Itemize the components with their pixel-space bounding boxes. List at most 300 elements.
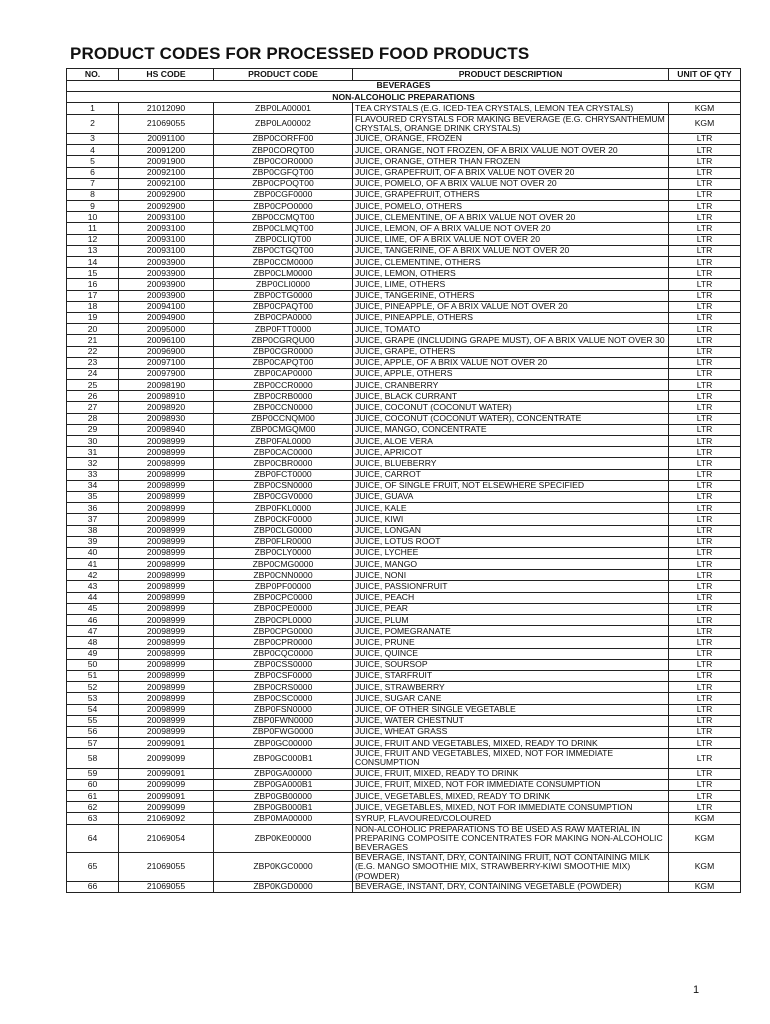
col-header-no: NO. (67, 69, 119, 81)
cell-no: 18 (67, 301, 119, 312)
cell-unit: LTR (669, 424, 741, 435)
cell-description: JUICE, PINEAPPLE, OF A BRIX VALUE NOT OVER 20 (353, 301, 669, 312)
cell-product-code: ZBP0CAP0000 (214, 368, 353, 379)
table-row (67, 480, 741, 491)
cell-hs-code: 20098999 (119, 570, 214, 581)
cell-description: JUICE, POMEGRANATE (353, 626, 669, 637)
cell-unit: LTR (669, 290, 741, 301)
cell-no: 12 (67, 234, 119, 245)
cell-hs-code: 20098940 (119, 424, 214, 435)
table-row (67, 145, 741, 156)
cell-hs-code: 20096900 (119, 346, 214, 357)
cell-unit: LTR (669, 145, 741, 156)
cell-no: 41 (67, 559, 119, 570)
cell-product-code: ZBP0CORFF00 (214, 133, 353, 144)
cell-no: 65 (67, 853, 119, 882)
cell-description: JUICE, PASSIONFRUIT (353, 581, 669, 592)
table-row (67, 648, 741, 659)
cell-unit: LTR (669, 335, 741, 346)
table-row (67, 779, 741, 790)
cell-no: 64 (67, 824, 119, 853)
cell-no: 55 (67, 715, 119, 726)
table-row (67, 312, 741, 323)
cell-description: JUICE, APRICOT (353, 447, 669, 458)
table-row (67, 503, 741, 514)
table-row (67, 447, 741, 458)
table-row (67, 824, 741, 853)
table-row (67, 525, 741, 536)
cell-product-code: ZBP0LA00002 (214, 114, 353, 133)
cell-no: 16 (67, 279, 119, 290)
cell-product-code: ZBP0GA00000 (214, 768, 353, 779)
cell-hs-code: 20099091 (119, 768, 214, 779)
cell-product-code: ZBP0CBR0000 (214, 458, 353, 469)
cell-hs-code: 20098999 (119, 559, 214, 570)
cell-unit: LTR (669, 212, 741, 223)
cell-description: JUICE, CLEMENTINE, OF A BRIX VALUE NOT OVER 20 (353, 212, 669, 223)
cell-unit: LTR (669, 693, 741, 704)
cell-description: JUICE, MANGO, CONCENTRATE (353, 424, 669, 435)
table-row (67, 715, 741, 726)
table-row (67, 458, 741, 469)
cell-hs-code: 20091200 (119, 145, 214, 156)
cell-no: 8 (67, 189, 119, 200)
cell-unit: LTR (669, 559, 741, 570)
cell-no: 21 (67, 335, 119, 346)
cell-unit: KGM (669, 114, 741, 133)
cell-unit: LTR (669, 368, 741, 379)
cell-hs-code: 20092100 (119, 178, 214, 189)
cell-product-code: ZBP0CPA0000 (214, 312, 353, 323)
cell-hs-code: 20098999 (119, 637, 214, 648)
cell-product-code: ZBP0CLIQT00 (214, 234, 353, 245)
cell-hs-code: 20098999 (119, 603, 214, 614)
cell-no: 23 (67, 357, 119, 368)
cell-unit: LTR (669, 738, 741, 749)
cell-description: JUICE, GRAPEFRUIT, OTHERS (353, 189, 669, 200)
cell-hs-code: 20098999 (119, 715, 214, 726)
cell-product-code: ZBP0CSS0000 (214, 659, 353, 670)
cell-product-code: ZBP0FWG0000 (214, 726, 353, 737)
cell-hs-code: 20098190 (119, 380, 214, 391)
cell-no: 5 (67, 156, 119, 167)
cell-hs-code: 20098999 (119, 469, 214, 480)
cell-product-code: ZBP0CKF0000 (214, 514, 353, 525)
cell-unit: LTR (669, 615, 741, 626)
cell-hs-code: 20097900 (119, 368, 214, 379)
cell-description: TEA CRYSTALS (E.G. ICED-TEA CRYSTALS, LEMON TEA CRYSTALS) (353, 103, 669, 114)
cell-product-code: ZBP0FWN0000 (214, 715, 353, 726)
cell-description: JUICE, KALE (353, 503, 669, 514)
cell-hs-code: 20093100 (119, 234, 214, 245)
cell-no: 49 (67, 648, 119, 659)
cell-hs-code: 20098999 (119, 581, 214, 592)
cell-hs-code: 20093900 (119, 268, 214, 279)
cell-no: 13 (67, 245, 119, 256)
table-row (67, 570, 741, 581)
table-row (67, 223, 741, 234)
cell-no: 24 (67, 368, 119, 379)
table-row (67, 738, 741, 749)
cell-no: 4 (67, 145, 119, 156)
cell-hs-code: 20093100 (119, 223, 214, 234)
cell-description: JUICE, LYCHEE (353, 547, 669, 558)
cell-unit: LTR (669, 469, 741, 480)
cell-hs-code: 20098920 (119, 402, 214, 413)
cell-description: JUICE, STRAWBERRY (353, 682, 669, 693)
cell-product-code: ZBP0CPOQT00 (214, 178, 353, 189)
col-header-hs-code: HS CODE (119, 69, 214, 81)
cell-description: JUICE, APPLE, OF A BRIX VALUE NOT OVER 20 (353, 357, 669, 368)
cell-hs-code: 20099091 (119, 738, 214, 749)
cell-unit: LTR (669, 768, 741, 779)
cell-description: JUICE, COCONUT (COCONUT WATER) (353, 402, 669, 413)
cell-description: JUICE, SOURSOP (353, 659, 669, 670)
table-row (67, 257, 741, 268)
cell-unit: LTR (669, 312, 741, 323)
page-title: PRODUCT CODES FOR PROCESSED FOOD PRODUCTS (70, 44, 530, 63)
cell-unit: KGM (669, 103, 741, 114)
cell-unit: LTR (669, 503, 741, 514)
cell-unit: LTR (669, 201, 741, 212)
section-row-non-alcoholic (67, 92, 741, 103)
table-row (67, 245, 741, 256)
cell-product-code: ZBP0CCMQT00 (214, 212, 353, 223)
cell-hs-code: 20098999 (119, 615, 214, 626)
cell-description: JUICE, VEGETABLES, MIXED, READY TO DRINK (353, 791, 669, 802)
cell-hs-code: 20098999 (119, 682, 214, 693)
cell-hs-code: 20098999 (119, 514, 214, 525)
cell-unit: LTR (669, 189, 741, 200)
cell-description: JUICE, BLACK CURRANT (353, 391, 669, 402)
cell-no: 34 (67, 480, 119, 491)
cell-description: JUICE, LONGAN (353, 525, 669, 536)
cell-product-code: ZBP0FLR0000 (214, 536, 353, 547)
table-row (67, 234, 741, 245)
cell-unit: LTR (669, 133, 741, 144)
table-row (67, 749, 741, 768)
cell-hs-code: 20098999 (119, 648, 214, 659)
cell-product-code: ZBP0GC00000 (214, 738, 353, 749)
cell-product-code: ZBP0GA000B1 (214, 779, 353, 790)
cell-description: JUICE, TANGERINE, OTHERS (353, 290, 669, 301)
cell-unit: LTR (669, 301, 741, 312)
cell-description: JUICE, CLEMENTINE, OTHERS (353, 257, 669, 268)
cell-unit: LTR (669, 637, 741, 648)
cell-unit: LTR (669, 648, 741, 659)
page-number: 1 (693, 984, 700, 996)
cell-no: 3 (67, 133, 119, 144)
cell-hs-code: 20092900 (119, 201, 214, 212)
cell-hs-code: 20098999 (119, 525, 214, 536)
cell-description: JUICE, LIME, OF A BRIX VALUE NOT OVER 20 (353, 234, 669, 245)
cell-no: 53 (67, 693, 119, 704)
table-row (67, 346, 741, 357)
cell-description: JUICE, VEGETABLES, MIXED, NOT FOR IMMEDIATE CONSUMPTION (353, 802, 669, 813)
cell-hs-code: 20098999 (119, 704, 214, 715)
cell-product-code: ZBP0CGFQT00 (214, 167, 353, 178)
cell-no: 46 (67, 615, 119, 626)
cell-unit: LTR (669, 156, 741, 167)
cell-description: JUICE, FRUIT, MIXED, NOT FOR IMMEDIATE CONSUMPTION (353, 779, 669, 790)
cell-unit: LTR (669, 802, 741, 813)
cell-no: 60 (67, 779, 119, 790)
table-row (67, 402, 741, 413)
table-row (67, 391, 741, 402)
cell-product-code: ZBP0CORQT00 (214, 145, 353, 156)
cell-hs-code: 21069054 (119, 824, 214, 853)
cell-unit: LTR (669, 547, 741, 558)
cell-description: JUICE, PEAR (353, 603, 669, 614)
cell-product-code: ZBP0CLY0000 (214, 547, 353, 558)
cell-hs-code: 20098999 (119, 693, 214, 704)
cell-no: 20 (67, 324, 119, 335)
cell-description: JUICE, PINEAPPLE, OTHERS (353, 312, 669, 323)
cell-product-code: ZBP0FTT0000 (214, 324, 353, 335)
cell-hs-code: 20099091 (119, 791, 214, 802)
cell-no: 33 (67, 469, 119, 480)
cell-description: JUICE, BLUEBERRY (353, 458, 669, 469)
table-row (67, 682, 741, 693)
section-label: BEVERAGES (67, 81, 741, 92)
cell-product-code: ZBP0CSN0000 (214, 480, 353, 491)
cell-hs-code: 20091900 (119, 156, 214, 167)
table-row (67, 380, 741, 391)
cell-no: 45 (67, 603, 119, 614)
cell-no: 37 (67, 514, 119, 525)
cell-hs-code: 20098999 (119, 726, 214, 737)
cell-description: JUICE, GRAPE, OTHERS (353, 346, 669, 357)
col-header-description: PRODUCT DESCRIPTION (353, 69, 669, 81)
cell-no: 31 (67, 447, 119, 458)
cell-description: JUICE, PRUNE (353, 637, 669, 648)
cell-hs-code: 20093900 (119, 290, 214, 301)
cell-unit: LTR (669, 682, 741, 693)
cell-description: JUICE, CRANBERRY (353, 380, 669, 391)
table-row (67, 114, 741, 133)
cell-unit: LTR (669, 447, 741, 458)
cell-hs-code: 20093900 (119, 257, 214, 268)
cell-hs-code: 20098999 (119, 480, 214, 491)
cell-unit: KGM (669, 813, 741, 824)
cell-product-code: ZBP0MA00000 (214, 813, 353, 824)
table-row (67, 201, 741, 212)
cell-description: JUICE, GRAPEFRUIT, OF A BRIX VALUE NOT OVER 20 (353, 167, 669, 178)
cell-hs-code: 20098999 (119, 436, 214, 447)
cell-no: 30 (67, 436, 119, 447)
cell-product-code: ZBP0CSC0000 (214, 693, 353, 704)
cell-description: JUICE, POMELO, OF A BRIX VALUE NOT OVER 20 (353, 178, 669, 189)
cell-no: 40 (67, 547, 119, 558)
cell-product-code: ZBP0CGR0000 (214, 346, 353, 357)
cell-no: 22 (67, 346, 119, 357)
cell-description: JUICE, POMELO, OTHERS (353, 201, 669, 212)
cell-hs-code: 20093100 (119, 245, 214, 256)
cell-description: JUICE, ORANGE, NOT FROZEN, OF A BRIX VALUE NOT OVER 20 (353, 145, 669, 156)
table-row (67, 637, 741, 648)
cell-unit: LTR (669, 791, 741, 802)
table-row (67, 670, 741, 681)
cell-hs-code: 20098999 (119, 626, 214, 637)
cell-no: 36 (67, 503, 119, 514)
cell-unit: LTR (669, 357, 741, 368)
cell-no: 10 (67, 212, 119, 223)
cell-no: 1 (67, 103, 119, 114)
cell-hs-code: 21069055 (119, 853, 214, 882)
cell-description: JUICE, GRAPE (INCLUDING GRAPE MUST), OF A BRIX VALUE NOT OVER 30 (353, 335, 669, 346)
cell-no: 58 (67, 749, 119, 768)
table-row (67, 491, 741, 502)
cell-product-code: ZBP0PF00000 (214, 581, 353, 592)
cell-unit: LTR (669, 167, 741, 178)
cell-no: 59 (67, 768, 119, 779)
table-row (67, 536, 741, 547)
table-row (67, 791, 741, 802)
cell-hs-code: 20093900 (119, 279, 214, 290)
cell-description: JUICE, LEMON, OF A BRIX VALUE NOT OVER 20 (353, 223, 669, 234)
table-row (67, 212, 741, 223)
cell-hs-code: 20094900 (119, 312, 214, 323)
table-row (67, 559, 741, 570)
cell-description: JUICE, QUINCE (353, 648, 669, 659)
cell-unit: LTR (669, 480, 741, 491)
cell-unit: LTR (669, 234, 741, 245)
table-row (67, 592, 741, 603)
cell-description: JUICE, OF OTHER SINGLE VEGETABLE (353, 704, 669, 715)
cell-product-code: ZBP0CCN0000 (214, 402, 353, 413)
cell-unit: KGM (669, 853, 741, 882)
cell-product-code: ZBP0CTG0000 (214, 290, 353, 301)
cell-product-code: ZBP0CPAQT00 (214, 301, 353, 312)
cell-unit: LTR (669, 581, 741, 592)
cell-no: 35 (67, 491, 119, 502)
cell-hs-code: 20098999 (119, 503, 214, 514)
cell-no: 61 (67, 791, 119, 802)
cell-no: 26 (67, 391, 119, 402)
cell-description: BEVERAGE, INSTANT, DRY, CONTAINING VEGETABLE (POWDER) (353, 881, 669, 892)
cell-no: 7 (67, 178, 119, 189)
cell-description: JUICE, ALOE VERA (353, 436, 669, 447)
cell-product-code: ZBP0CSF0000 (214, 670, 353, 681)
cell-no: 44 (67, 592, 119, 603)
cell-product-code: ZBP0LA00001 (214, 103, 353, 114)
cell-unit: KGM (669, 881, 741, 892)
cell-product-code: ZBP0CPE0000 (214, 603, 353, 614)
table-row (67, 881, 741, 892)
cell-unit: LTR (669, 268, 741, 279)
cell-hs-code: 20098999 (119, 670, 214, 681)
cell-hs-code: 21069092 (119, 813, 214, 824)
table-row (67, 514, 741, 525)
cell-description: JUICE, PLUM (353, 615, 669, 626)
cell-unit: LTR (669, 779, 741, 790)
cell-hs-code: 21069055 (119, 881, 214, 892)
cell-product-code: ZBP0CCM0000 (214, 257, 353, 268)
cell-no: 52 (67, 682, 119, 693)
cell-description: JUICE, FRUIT, MIXED, READY TO DRINK (353, 768, 669, 779)
cell-no: 62 (67, 802, 119, 813)
cell-product-code: ZBP0CQC0000 (214, 648, 353, 659)
cell-hs-code: 20098930 (119, 413, 214, 424)
cell-product-code: ZBP0CLM0000 (214, 268, 353, 279)
cell-unit: LTR (669, 402, 741, 413)
cell-unit: LTR (669, 223, 741, 234)
table-row (67, 178, 741, 189)
col-header-product-code: PRODUCT CODE (214, 69, 353, 81)
cell-description: JUICE, NONI (353, 570, 669, 581)
cell-product-code: ZBP0GC000B1 (214, 749, 353, 768)
cell-no: 43 (67, 581, 119, 592)
cell-description: JUICE, FRUIT AND VEGETABLES, MIXED, READY TO DRINK (353, 738, 669, 749)
cell-product-code: ZBP0FKL0000 (214, 503, 353, 514)
cell-description: NON-ALCOHOLIC PREPARATIONS TO BE USED AS RAW MATERIAL IN PREPARING COMPOSITE CONCENTRATES FOR MAKING NON-ALCOHOLIC BEVERAGES (353, 824, 669, 853)
cell-no: 25 (67, 380, 119, 391)
cell-unit: LTR (669, 659, 741, 670)
table-row (67, 368, 741, 379)
cell-description: JUICE, OF SINGLE FRUIT, NOT ELSEWHERE SPECIFIED (353, 480, 669, 491)
cell-no: 15 (67, 268, 119, 279)
cell-no: 38 (67, 525, 119, 536)
table-row (67, 156, 741, 167)
table-row (67, 290, 741, 301)
cell-description: JUICE, STARFRUIT (353, 670, 669, 681)
cell-no: 48 (67, 637, 119, 648)
table-row (67, 581, 741, 592)
cell-unit: LTR (669, 178, 741, 189)
cell-unit: LTR (669, 749, 741, 768)
cell-no: 6 (67, 167, 119, 178)
cell-product-code: ZBP0CNN0000 (214, 570, 353, 581)
cell-product-code: ZBP0CLI0000 (214, 279, 353, 290)
table-row (67, 547, 741, 558)
table-row (67, 279, 741, 290)
cell-description: JUICE, ORANGE, OTHER THAN FROZEN (353, 156, 669, 167)
table-row (67, 693, 741, 704)
cell-unit: LTR (669, 257, 741, 268)
table-row (67, 324, 741, 335)
cell-description: JUICE, APPLE, OTHERS (353, 368, 669, 379)
cell-no: 51 (67, 670, 119, 681)
cell-hs-code: 20098999 (119, 491, 214, 502)
section-label: NON-ALCOHOLIC PREPARATIONS (67, 92, 741, 103)
table-row (67, 626, 741, 637)
table-row (67, 726, 741, 737)
cell-hs-code: 20098999 (119, 458, 214, 469)
table-row (67, 813, 741, 824)
cell-product-code: ZBP0CTGQT00 (214, 245, 353, 256)
cell-no: 32 (67, 458, 119, 469)
cell-no: 39 (67, 536, 119, 547)
cell-description: JUICE, KIWI (353, 514, 669, 525)
cell-product-code: ZBP0CRS0000 (214, 682, 353, 693)
cell-product-code: ZBP0CPC0000 (214, 592, 353, 603)
table-row (67, 704, 741, 715)
cell-product-code: ZBP0FSN0000 (214, 704, 353, 715)
cell-product-code: ZBP0CAC0000 (214, 447, 353, 458)
cell-product-code: ZBP0CCNQM00 (214, 413, 353, 424)
col-header-unit: UNIT OF QTY (669, 69, 741, 81)
cell-unit: LTR (669, 391, 741, 402)
cell-description: JUICE, LIME, OTHERS (353, 279, 669, 290)
cell-hs-code: 20092100 (119, 167, 214, 178)
cell-hs-code: 20094100 (119, 301, 214, 312)
cell-description: JUICE, WHEAT GRASS (353, 726, 669, 737)
table-row (67, 133, 741, 144)
cell-description: JUICE, TANGERINE, OF A BRIX VALUE NOT OVER 20 (353, 245, 669, 256)
cell-hs-code: 20098999 (119, 547, 214, 558)
cell-hs-code: 20098999 (119, 592, 214, 603)
cell-unit: LTR (669, 458, 741, 469)
